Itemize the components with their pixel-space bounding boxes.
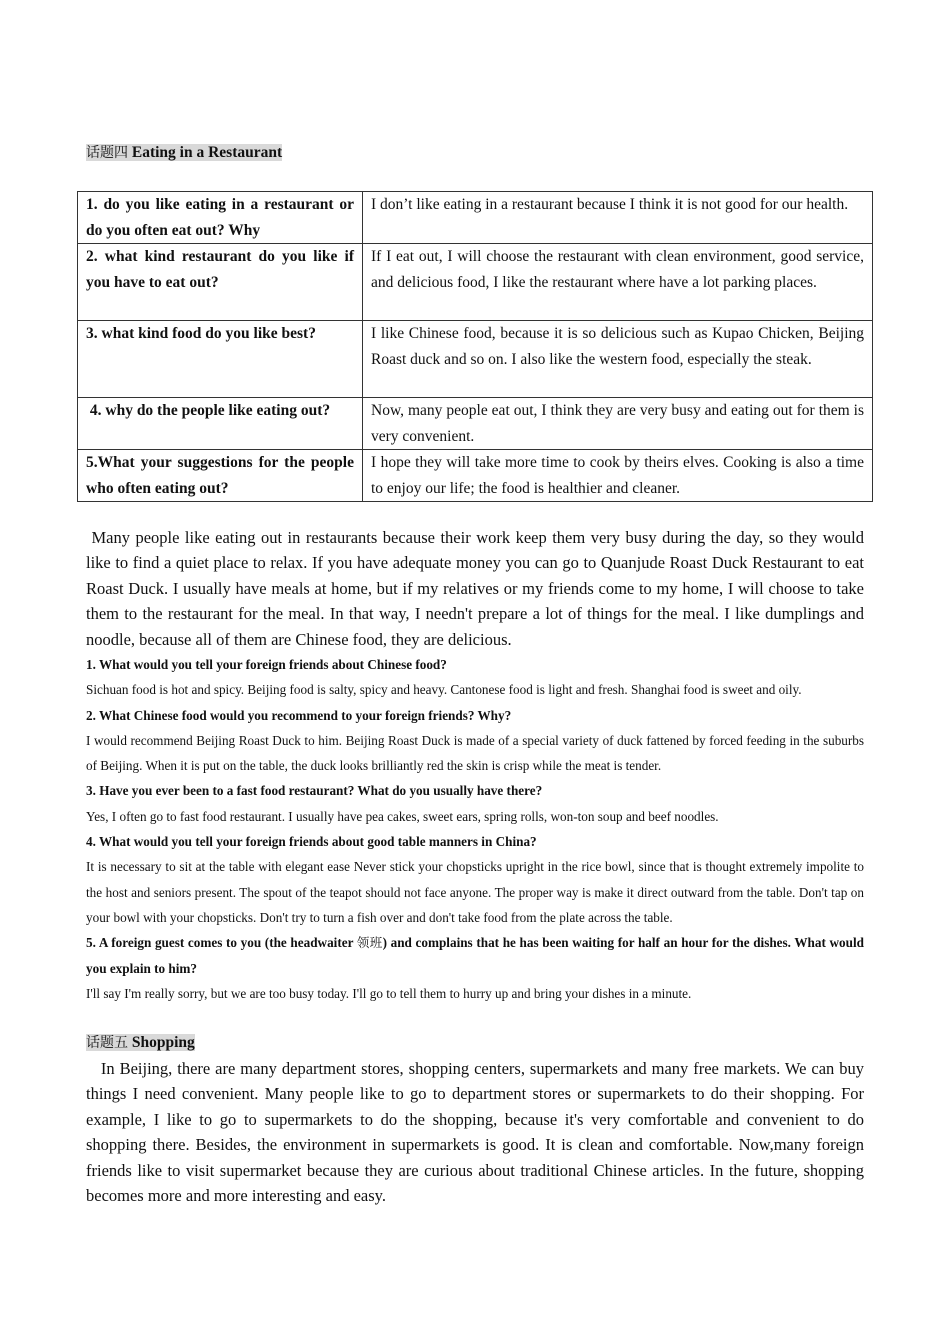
topic5-title: Shopping: [131, 1034, 195, 1051]
table-question: 1. do you like eating in a restaurant or do you often eat out? Why: [78, 192, 363, 244]
table-row: [78, 244, 873, 321]
table-question: 2. what kind restaurant do you like if you have to eat out?: [78, 244, 363, 321]
answer-4: It is necessary to sit at the table with elegant ease Never stick your chopsticks upright in the rice bowl, since that is thought extremely impolite to the host and seniors present. The spout of the teapot should not face anyone. The proper way is make it direct outward from the table. Don't tap on your bowl with your chopsticks. Don't try to turn a fish over and don't take food from the plate across the table.: [86, 859, 864, 925]
table-answer: I like Chinese food, because it is so delicious such as Kupao Chicken, Beijing Roast duck and so on. I also like the western food, especially the steak.: [363, 321, 873, 398]
question-4: 4. What would you tell your foreign friends about good table manners in China?: [86, 834, 537, 850]
qa-table: [77, 191, 873, 502]
topic5-cn-label: 话题五: [86, 1035, 128, 1051]
table-row: [78, 398, 873, 450]
table-row: [78, 321, 873, 398]
answer-1: Sichuan food is hot and spicy. Beijing food is salty, spicy and heavy. Cantonese food is light and fresh. Shanghai food is sweet and oily.: [86, 682, 802, 698]
table-answer: If I eat out, I will choose the restaurant with clean environment, good service, and delicious food, I like the restaurant where have a lot parking places.: [363, 244, 873, 321]
question-3: 3. Have you ever been to a fast food restaurant? What do you usually have there?: [86, 783, 543, 799]
table-answer: I don’t like eating in a restaurant because I think it is not good for our health.: [363, 192, 873, 244]
topic5-heading: [86, 1033, 195, 1053]
table-answer: I hope they will take more time to cook by theirs elves. Cooking is also a time to enjoy our life; the food is healthier and cleaner.: [363, 450, 873, 502]
question-list: [86, 652, 864, 1006]
question-2: 2. What Chinese food would you recommend to your foreign friends? Why?: [86, 707, 512, 723]
topic4-cn-label: 话题四: [86, 145, 128, 161]
question-5-part1: 5. A foreign guest comes to you (the headwaiter: [86, 935, 357, 951]
question-5: [86, 930, 864, 981]
answer-2: I would recommend Beijing Roast Duck to him. Beijing Roast Duck is made of a special variety of duck fattened by forced feeding in the suburbs of Beijing. When it is put on the table, the duck looks brilliantly red the skin is crisp while the meat is tender.: [86, 732, 864, 774]
question-1: 1. What would you tell your foreign friends about Chinese food?: [86, 657, 447, 672]
answer-3: Yes, I often go to fast food restaurant. I usually have pea cakes, sweet ears, spring rolls, won-ton soup and beef noodles.: [86, 808, 719, 824]
table-question: 5.What your suggestions for the people who often eating out?: [78, 450, 363, 502]
table-answer: Now, many people eat out, I think they are very busy and eating out for them is very convenient.: [363, 398, 873, 450]
topic4-heading: [86, 143, 282, 163]
table-question: 4. why do the people like eating out?: [78, 398, 363, 450]
table-question: 3. what kind food do you like best?: [78, 321, 363, 398]
table-row: [78, 450, 873, 502]
shopping-paragraph: In Beijing, there are many department stores, shopping centers, supermarkets and many free markets. We can buy things I need convenient. Many people like to go to department stores or supermarkets to do their shopping. For example, I like to go to supermarkets to do the shopping, because it's very comfortable and convenient to do shopping there. Besides, the environment in supermarkets is good. It is clean and comfortable. Now,many foreign friends like to visit supermarket because they are curious about traditional Chinese articles. In the future, shopping becomes more and more interesting and easy.: [86, 1059, 869, 1206]
question-5-part2: ) and complains that he has been waiting for half an hour for the dishes. What would you explain to him?: [86, 935, 864, 976]
table-row: [78, 192, 873, 244]
answer-5: I'll say I'm really sorry, but we are too busy today. I'll go to tell them to hurry up and bring your dishes in a minute.: [86, 985, 692, 1001]
topic4-title: Eating in a Restaurant: [131, 144, 283, 161]
restaurant-paragraph: Many people like eating out in restaurants because their work keep them very busy during the day, so they would like to find a quiet place to relax. If you have adequate money you can go to Quanjude Roast Duck Restaurant to eat Roast Duck. I usually have meals at home, but if my relatives or my friends come to my home, I will choose to take them to the restaurant for the meal. In that way, I needn't prepare a lot of things for the meal. I like dumplings and noodle, because all of them are Chinese food, they are delicious.: [86, 528, 869, 649]
question-5-cn: 领班: [356, 935, 383, 951]
